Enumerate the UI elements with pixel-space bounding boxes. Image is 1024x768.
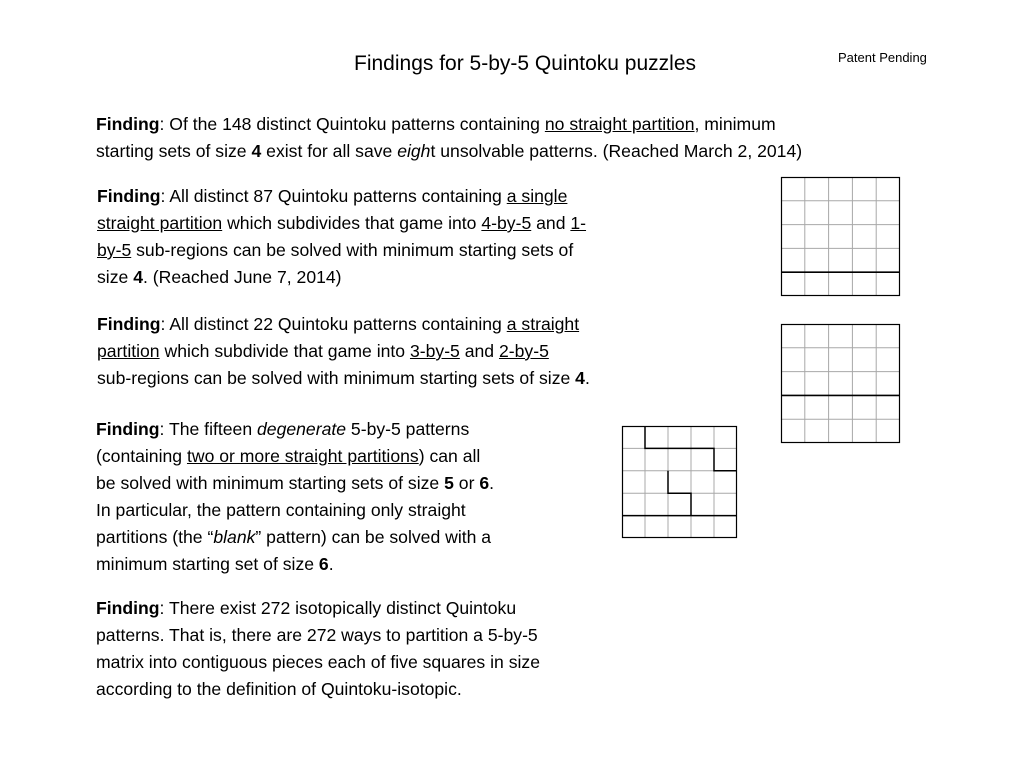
- finding-2-label: Finding: [97, 186, 161, 206]
- finding-3-line-3: sub-regions can be solved with minimum starting sets of size 4.: [97, 368, 590, 388]
- finding-4-line-1: Finding: The fifteen degenerate 5-by-5 patterns: [96, 419, 470, 439]
- finding-3-line-1: Finding: All distinct 22 Quintoku patterns containing a straight: [97, 314, 580, 334]
- finding-5-line-4: according to the definition of Quintoku-isotopic.: [96, 679, 462, 699]
- finding-5: [96, 595, 540, 703]
- finding-2-line-3: by-5 sub-regions can be solved with minimum starting sets of: [97, 240, 574, 260]
- finding-1-line-2: starting sets of size 4 exist for all save eight unsolvable patterns. (Reached March 2, 2014): [96, 141, 803, 161]
- finding-4-line-5: partitions (the “blank” pattern) can be solved with a: [96, 527, 492, 547]
- finding-3-line-2: partition which subdivide that game into 3-by-5 and 2-by-5: [97, 341, 549, 361]
- finding-1-line-1: Finding: Of the 148 distinct Quintoku patterns containing no straight partition, minimum: [96, 114, 776, 134]
- finding-2-line-1: Finding: All distinct 87 Quintoku patterns containing a single: [97, 186, 568, 206]
- finding-4-line-3: be solved with minimum starting sets of size 5 or 6.: [96, 473, 495, 493]
- finding-2: [97, 183, 586, 291]
- finding-5-line-3: matrix into contiguous pieces each of five squares in size: [96, 652, 540, 672]
- finding-4-label: Finding: [96, 419, 160, 439]
- finding-5-line-1: Finding: There exist 272 isotopically distinct Quintoku: [96, 598, 517, 618]
- finding-4-line-4: In particular, the pattern containing only straight: [96, 500, 466, 520]
- finding-4-line-6: minimum starting set of size 6.: [96, 554, 334, 574]
- finding-3-label: Finding: [97, 314, 161, 334]
- finding-1-label: Finding: [96, 114, 160, 134]
- finding-2-line-2: straight partition which subdivides that game into 4-by-5 and 1-: [97, 213, 587, 233]
- degenerate-pattern-grid: [622, 426, 737, 538]
- single-partition-grid: [781, 177, 900, 296]
- straight-partition-grid: [781, 324, 900, 443]
- finding-2-line-4: size 4. (Reached June 7, 2014): [97, 267, 342, 287]
- finding-4-line-2: (containing two or more straight partitions) can all: [96, 446, 481, 466]
- finding-5-label: Finding: [96, 598, 160, 618]
- page-title: Findings for 5-by-5 Quintoku puzzles: [354, 52, 696, 75]
- patent-pending-label: Patent Pending: [838, 50, 927, 65]
- finding-4: [96, 416, 494, 578]
- finding-1: [96, 111, 802, 165]
- finding-5-line-2: patterns. That is, there are 272 ways to partition a 5-by-5: [96, 625, 538, 645]
- finding-3: [97, 311, 590, 392]
